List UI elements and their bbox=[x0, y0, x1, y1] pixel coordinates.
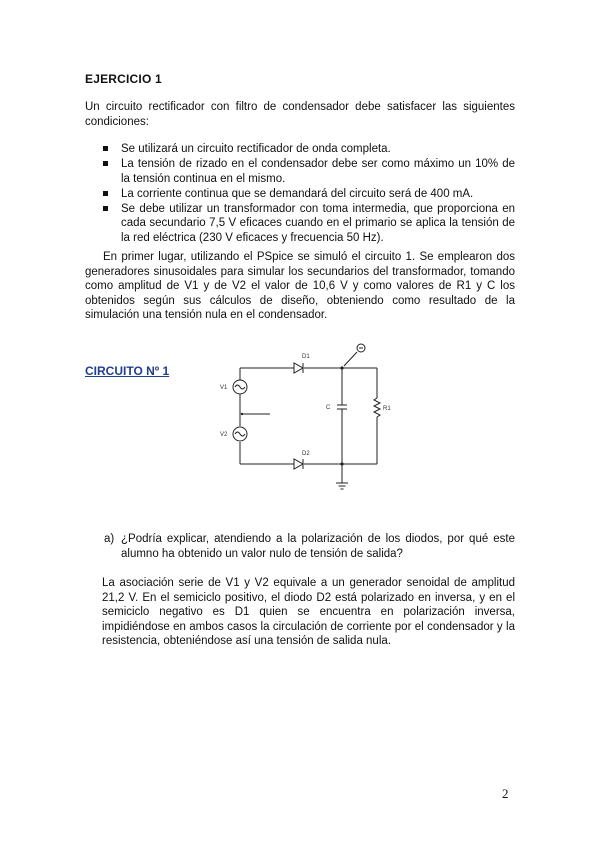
node-top bbox=[340, 366, 343, 369]
answer-paragraph: La asociación serie de V1 y V2 equivale a un generador senoidal de amplitud 21,2 V. En el semiciclo positivo, el diodo D2 está polarizado en inversa, y en el semiciclo negativo es D1 quien se encuentra en polarización inversa, impidiéndose en ambos casos la circulación de corriente por el condensador y la resistencia, obteniéndose así una tensión de salida nula. bbox=[102, 577, 515, 647]
page-number: 2 bbox=[502, 786, 509, 801]
resistor-r1-icon bbox=[374, 398, 380, 417]
question-block bbox=[104, 532, 515, 561]
intro-paragraph: Un circuito rectificador con filtro de condensador debe satisfacer las siguientes condiciones: bbox=[85, 101, 515, 128]
condition-item bbox=[103, 202, 515, 246]
rectifier-circuit-diagram bbox=[212, 338, 392, 500]
sine-v2-icon bbox=[235, 432, 245, 436]
condition-text: La corriente continua que se demandará del circuito será de 400 mA. bbox=[121, 187, 474, 200]
diode-d2-icon bbox=[294, 459, 303, 469]
probe-line bbox=[344, 352, 357, 366]
condition-item bbox=[103, 142, 515, 157]
bullet-square-icon bbox=[103, 161, 108, 166]
conditions-list bbox=[103, 142, 515, 246]
condition-text: Se debe utilizar un transformador con toma intermedia, que proporciona en cada secundario 7,5 V eficaces cuando en el primario se aplica la tensión de la red eléctrica (230 V eficaces y frecuencia 50 Hz). bbox=[121, 202, 515, 244]
condition-text: La tensión de rizado en el condensador debe ser como máximo un 10% de la tensión continua en el mismo. bbox=[121, 158, 515, 185]
label-d1: D1 bbox=[302, 354, 310, 360]
condition-item bbox=[103, 157, 515, 186]
circuit-label: CIRCUITO Nº 1 bbox=[85, 364, 170, 378]
label-v2: V2 bbox=[220, 432, 228, 438]
bullet-square-icon bbox=[103, 146, 108, 151]
node-center-tap bbox=[241, 413, 243, 415]
question-text: ¿Podría explicar, atendiendo a la polarización de los diodos, por qué este alumno ha obtenido un valor nulo de tensión de salida? bbox=[121, 533, 515, 560]
exercise-title: EJERCICIO 1 bbox=[85, 72, 162, 86]
question-letter: a) bbox=[104, 533, 115, 545]
condition-item bbox=[103, 187, 515, 202]
node-bottom bbox=[340, 462, 343, 465]
label-d2: D2 bbox=[302, 451, 310, 457]
bullet-square-icon bbox=[103, 206, 108, 211]
diode-d1-icon bbox=[294, 363, 303, 373]
sine-v1-icon bbox=[235, 385, 245, 389]
label-v1: V1 bbox=[220, 385, 228, 391]
bullet-square-icon bbox=[103, 191, 108, 196]
simulation-paragraph: En primer lugar, utilizando el PSpice se simuló el circuito 1. Se emplearon dos generadores sinusoidales para simular los secundarios del transformador, tomando como amplitud de V1 y de V2 el valor de 10,6 V y como valores de R1 y C los obtenidos según sus cálculos de diseño, obteniendo como resultado de la simulación una tensión nula en el condensador. bbox=[85, 251, 515, 321]
label-r1: R1 bbox=[383, 406, 391, 412]
condition-text: Se utilizará un circuito rectificador de onda completa. bbox=[121, 143, 391, 155]
label-c: C bbox=[326, 405, 331, 411]
